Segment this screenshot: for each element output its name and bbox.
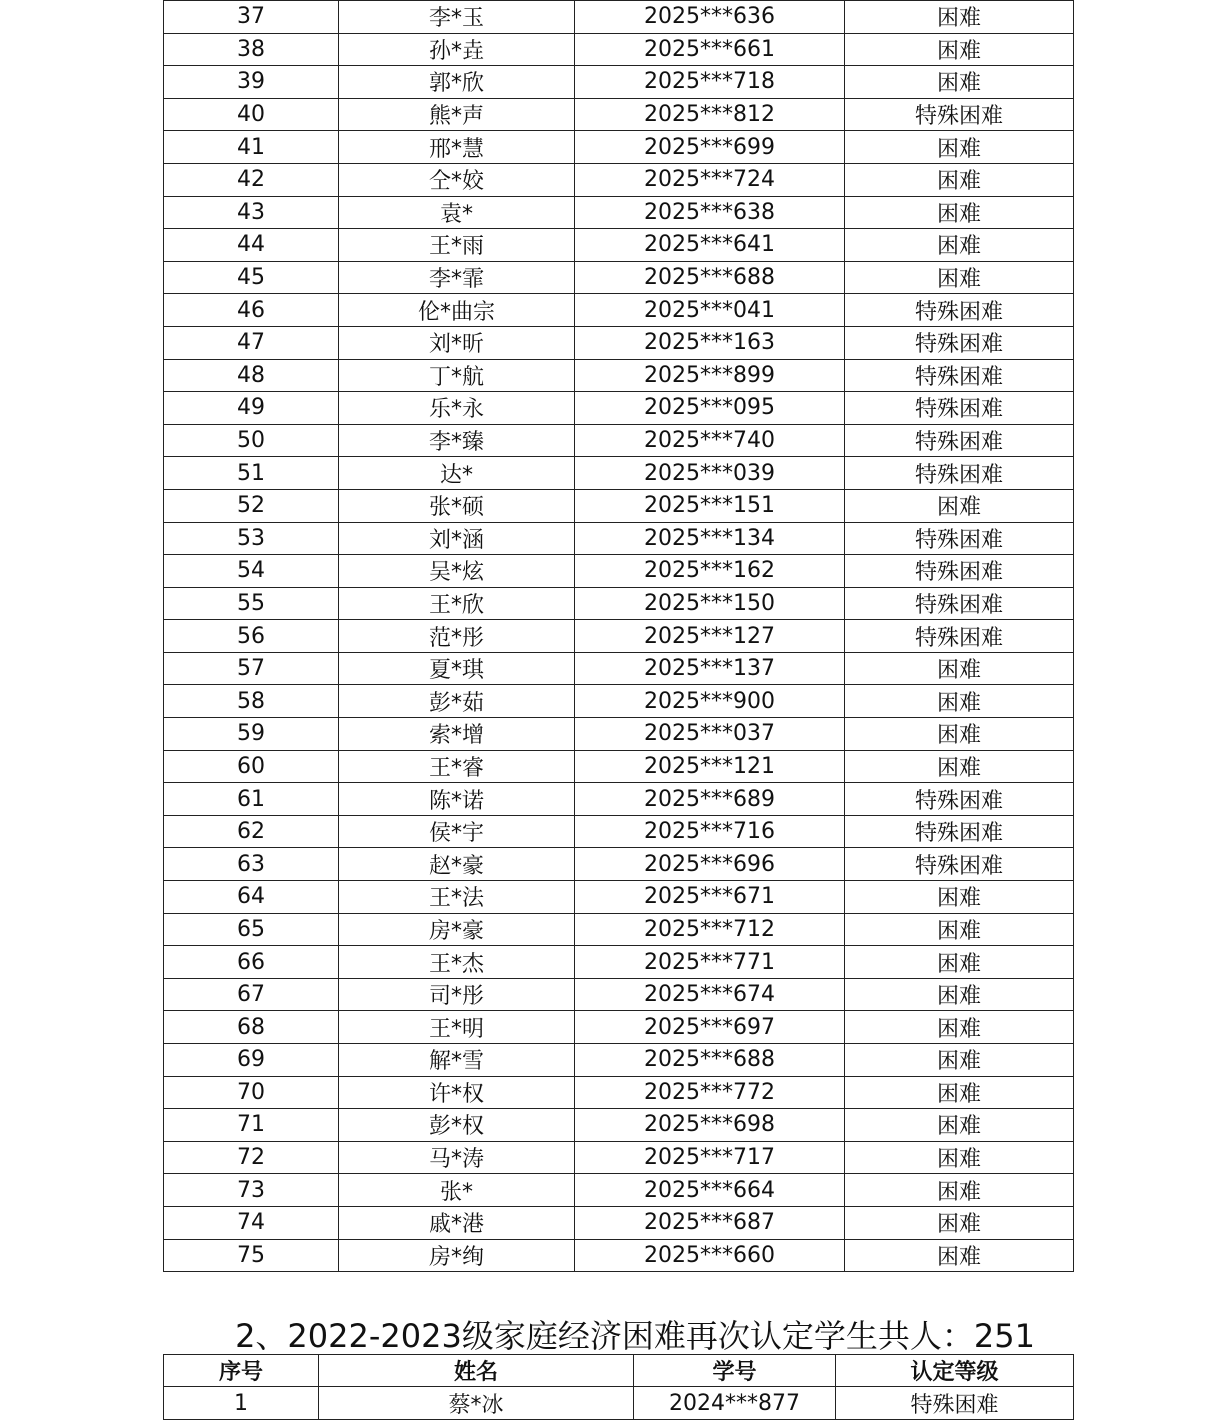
cell-serial: 45 (164, 261, 339, 294)
cell-serial: 50 (164, 424, 339, 457)
cell-name: 解*雪 (339, 1044, 575, 1077)
cell-serial: 38 (164, 33, 339, 66)
cell-serial: 75 (164, 1239, 339, 1272)
cell-serial: 37 (164, 1, 339, 34)
cell-serial: 71 (164, 1109, 339, 1142)
cell-level: 困难 (845, 1, 1074, 34)
cell-student-id: 2025***771 (575, 946, 845, 979)
table-row (164, 652, 1074, 685)
table-row (164, 1076, 1074, 1109)
cell-level: 困难 (845, 685, 1074, 718)
cell-serial: 63 (164, 848, 339, 881)
cell-name: 张*硕 (339, 489, 575, 522)
table-row (164, 1109, 1074, 1142)
cell-level: 困难 (845, 652, 1074, 685)
cell-student-id: 2025***037 (575, 718, 845, 751)
cell-student-id: 2025***127 (575, 620, 845, 653)
cell-student-id: 2025***724 (575, 163, 845, 196)
cell-student-id: 2025***671 (575, 881, 845, 914)
table-row (164, 1206, 1074, 1239)
cell-serial: 41 (164, 131, 339, 164)
cell-student-id: 2025***641 (575, 229, 845, 262)
table-row (164, 131, 1074, 164)
table-row (164, 163, 1074, 196)
cell-student-id: 2025***674 (575, 978, 845, 1011)
cell-serial: 73 (164, 1174, 339, 1207)
cell-serial: 69 (164, 1044, 339, 1077)
table-row (164, 815, 1074, 848)
cell-student-id: 2025***688 (575, 261, 845, 294)
table-row (164, 489, 1074, 522)
cell-level: 困难 (845, 750, 1074, 783)
cell-level: 困难 (845, 33, 1074, 66)
student-table-body-2 (164, 1387, 1074, 1420)
table-row (164, 978, 1074, 1011)
cell-name: 刘*涵 (339, 522, 575, 555)
cell-level: 困难 (845, 229, 1074, 262)
table-row (164, 1011, 1074, 1044)
cell-level: 特殊困难 (845, 294, 1074, 327)
cell-serial: 57 (164, 652, 339, 685)
cell-name: 熊*声 (339, 98, 575, 131)
cell-student-id: 2025***696 (575, 848, 845, 881)
table-row (164, 750, 1074, 783)
cell-serial: 53 (164, 522, 339, 555)
cell-student-id: 2025***150 (575, 587, 845, 620)
cell-student-id: 2025***638 (575, 196, 845, 229)
table-row (164, 33, 1074, 66)
cell-serial: 43 (164, 196, 339, 229)
cell-student-id: 2025***095 (575, 392, 845, 425)
cell-student-id: 2025***812 (575, 98, 845, 131)
cell-name: 范*彤 (339, 620, 575, 653)
cell-student-id: 2025***899 (575, 359, 845, 392)
table-row (164, 1141, 1074, 1174)
table-row (164, 783, 1074, 816)
table-row (164, 294, 1074, 327)
cell-serial: 46 (164, 294, 339, 327)
cell-level: 特殊困难 (845, 424, 1074, 457)
cell-serial: 1 (164, 1387, 319, 1420)
cell-serial: 62 (164, 815, 339, 848)
table-row (164, 946, 1074, 979)
cell-name: 许*权 (339, 1076, 575, 1109)
cell-level: 困难 (845, 913, 1074, 946)
table-row (164, 1239, 1074, 1272)
table-row (164, 359, 1074, 392)
cell-level: 困难 (845, 66, 1074, 99)
cell-student-id: 2025***772 (575, 1076, 845, 1109)
cell-level: 特殊困难 (845, 555, 1074, 588)
cell-level: 困难 (845, 946, 1074, 979)
cell-name: 房*豪 (339, 913, 575, 946)
cell-serial: 65 (164, 913, 339, 946)
cell-name: 达* (339, 457, 575, 490)
cell-student-id: 2024***877 (634, 1387, 836, 1420)
cell-name: 李*霏 (339, 261, 575, 294)
cell-level: 特殊困难 (845, 783, 1074, 816)
cell-serial: 39 (164, 66, 339, 99)
cell-name: 戚*港 (339, 1206, 575, 1239)
cell-name: 张* (339, 1174, 575, 1207)
cell-name: 马*涛 (339, 1141, 575, 1174)
cell-level: 困难 (845, 261, 1074, 294)
cell-student-id: 2025***698 (575, 1109, 845, 1142)
cell-serial: 58 (164, 685, 339, 718)
cell-name: 索*增 (339, 718, 575, 751)
section-heading: 2、2022-2023级家庭经济困难再次认定学生共人：251 (235, 1317, 1035, 1355)
cell-name: 李*玉 (339, 1, 575, 34)
cell-name: 邢*慧 (339, 131, 575, 164)
header-student-id: 学号 (634, 1355, 836, 1387)
cell-student-id: 2025***163 (575, 326, 845, 359)
cell-name: 乐*永 (339, 392, 575, 425)
table-row (164, 1044, 1074, 1077)
cell-serial: 74 (164, 1206, 339, 1239)
cell-student-id: 2025***661 (575, 33, 845, 66)
table-row (164, 620, 1074, 653)
cell-serial: 42 (164, 163, 339, 196)
cell-name: 王*法 (339, 881, 575, 914)
cell-name: 彭*茹 (339, 685, 575, 718)
header-name: 姓名 (319, 1355, 634, 1387)
cell-student-id: 2025***712 (575, 913, 845, 946)
cell-level: 特殊困难 (845, 359, 1074, 392)
cell-student-id: 2025***041 (575, 294, 845, 327)
cell-name: 孙*垚 (339, 33, 575, 66)
cell-serial: 44 (164, 229, 339, 262)
cell-name: 夏*琪 (339, 652, 575, 685)
cell-name: 司*彤 (339, 978, 575, 1011)
cell-level: 特殊困难 (845, 815, 1074, 848)
cell-serial: 48 (164, 359, 339, 392)
cell-student-id: 2025***689 (575, 783, 845, 816)
cell-student-id: 2025***151 (575, 489, 845, 522)
cell-name: 蔡*冰 (319, 1387, 634, 1420)
cell-serial: 54 (164, 555, 339, 588)
cell-level: 特殊困难 (845, 326, 1074, 359)
cell-level: 困难 (845, 1011, 1074, 1044)
cell-name: 赵*豪 (339, 848, 575, 881)
cell-serial: 61 (164, 783, 339, 816)
cell-level: 困难 (845, 1109, 1074, 1142)
student-table-part2 (163, 1354, 1074, 1420)
cell-serial: 55 (164, 587, 339, 620)
cell-level: 特殊困难 (845, 457, 1074, 490)
cell-serial: 68 (164, 1011, 339, 1044)
cell-level: 特殊困难 (845, 98, 1074, 131)
cell-level: 特殊困难 (845, 522, 1074, 555)
cell-serial: 64 (164, 881, 339, 914)
cell-level: 困难 (845, 978, 1074, 1011)
table-row (164, 913, 1074, 946)
table-row (164, 881, 1074, 914)
cell-level: 特殊困难 (836, 1387, 1074, 1420)
cell-serial: 47 (164, 326, 339, 359)
cell-student-id: 2025***039 (575, 457, 845, 490)
table-row (164, 685, 1074, 718)
cell-level: 困难 (845, 489, 1074, 522)
table-row (164, 66, 1074, 99)
cell-name: 房*绚 (339, 1239, 575, 1272)
cell-level: 特殊困难 (845, 620, 1074, 653)
cell-student-id: 2025***636 (575, 1, 845, 34)
cell-student-id: 2025***740 (575, 424, 845, 457)
cell-level: 困难 (845, 1239, 1074, 1272)
cell-student-id: 2025***137 (575, 652, 845, 685)
cell-level: 困难 (845, 163, 1074, 196)
cell-student-id: 2025***718 (575, 66, 845, 99)
table-row (164, 718, 1074, 751)
cell-level: 困难 (845, 1044, 1074, 1077)
table-row (164, 261, 1074, 294)
cell-student-id: 2025***900 (575, 685, 845, 718)
table-row (164, 424, 1074, 457)
table-row (164, 392, 1074, 425)
cell-serial: 49 (164, 392, 339, 425)
cell-name: 王*睿 (339, 750, 575, 783)
cell-level: 特殊困难 (845, 848, 1074, 881)
student-table-part1 (163, 0, 1074, 1272)
table-row (164, 555, 1074, 588)
cell-student-id: 2025***660 (575, 1239, 845, 1272)
student-table-body (164, 1, 1074, 1272)
cell-name: 彭*权 (339, 1109, 575, 1142)
cell-student-id: 2025***134 (575, 522, 845, 555)
cell-serial: 56 (164, 620, 339, 653)
cell-name: 丁*航 (339, 359, 575, 392)
cell-level: 困难 (845, 1174, 1074, 1207)
table-row (164, 848, 1074, 881)
table-row (164, 98, 1074, 131)
header-level: 认定等级 (836, 1355, 1074, 1387)
cell-serial: 66 (164, 946, 339, 979)
cell-level: 特殊困难 (845, 392, 1074, 425)
cell-level: 特殊困难 (845, 587, 1074, 620)
cell-level: 困难 (845, 1206, 1074, 1239)
table-row (164, 522, 1074, 555)
table-row (164, 457, 1074, 490)
cell-name: 袁* (339, 196, 575, 229)
table-row (164, 229, 1074, 262)
cell-name: 王*雨 (339, 229, 575, 262)
cell-level: 困难 (845, 131, 1074, 164)
cell-name: 王*杰 (339, 946, 575, 979)
cell-name: 李*臻 (339, 424, 575, 457)
cell-student-id: 2025***162 (575, 555, 845, 588)
cell-student-id: 2025***664 (575, 1174, 845, 1207)
table-row (164, 326, 1074, 359)
cell-name: 郭*欣 (339, 66, 575, 99)
cell-serial: 67 (164, 978, 339, 1011)
table-row (164, 196, 1074, 229)
cell-serial: 59 (164, 718, 339, 751)
cell-student-id: 2025***697 (575, 1011, 845, 1044)
cell-name: 陈*诺 (339, 783, 575, 816)
cell-serial: 52 (164, 489, 339, 522)
table-header-row (164, 1355, 1074, 1387)
cell-name: 侯*宇 (339, 815, 575, 848)
table-row (164, 1174, 1074, 1207)
cell-name: 伦*曲宗 (339, 294, 575, 327)
cell-student-id: 2025***717 (575, 1141, 845, 1174)
cell-serial: 51 (164, 457, 339, 490)
cell-student-id: 2025***687 (575, 1206, 845, 1239)
cell-serial: 70 (164, 1076, 339, 1109)
header-serial: 序号 (164, 1355, 319, 1387)
cell-name: 刘*昕 (339, 326, 575, 359)
cell-serial: 60 (164, 750, 339, 783)
cell-student-id: 2025***699 (575, 131, 845, 164)
table-row (164, 1387, 1074, 1420)
cell-serial: 72 (164, 1141, 339, 1174)
cell-name: 王*明 (339, 1011, 575, 1044)
cell-student-id: 2025***688 (575, 1044, 845, 1077)
cell-name: 吴*炫 (339, 555, 575, 588)
cell-level: 困难 (845, 1076, 1074, 1109)
cell-level: 困难 (845, 196, 1074, 229)
table-row (164, 587, 1074, 620)
cell-serial: 40 (164, 98, 339, 131)
cell-level: 困难 (845, 718, 1074, 751)
cell-level: 困难 (845, 1141, 1074, 1174)
cell-student-id: 2025***716 (575, 815, 845, 848)
cell-name: 王*欣 (339, 587, 575, 620)
table-row (164, 1, 1074, 34)
cell-name: 仝*姣 (339, 163, 575, 196)
cell-student-id: 2025***121 (575, 750, 845, 783)
cell-level: 困难 (845, 881, 1074, 914)
